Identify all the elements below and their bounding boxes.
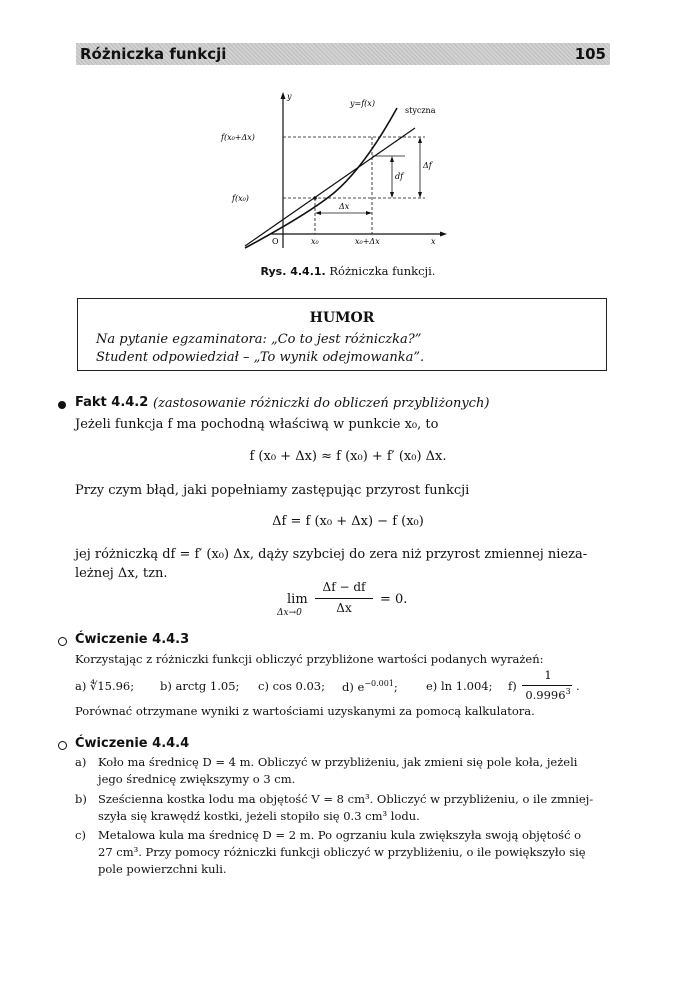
ex4-item-c-line-3: pole powierzchni kuli. xyxy=(98,862,227,876)
ex3-d: d) $e^{-0.001}$; xyxy=(342,679,398,694)
section-title: Różniczka funkcji xyxy=(80,45,227,63)
function-curve xyxy=(245,108,397,248)
label-x: x xyxy=(431,237,436,246)
ex4-item-c-line-1: Metalowa kula ma średnicę D = 2 m. Po ogrzaniu kula zwiększyła swoją objętość o xyxy=(98,828,582,842)
ex3-c: c) cos 0.03; xyxy=(258,679,325,693)
label-curve: y=f(x) xyxy=(350,99,375,108)
ex3-f-numerator: 1 xyxy=(544,668,552,682)
label-fx0: f(x₀) xyxy=(232,194,249,203)
ex4-item-a-line-2: jego średnicę zwiększymy o 3 cm. xyxy=(98,772,296,786)
fakt-formula-1: f (x₀ + Δx) ≈ f (x₀) + f′ (x₀) Δx. xyxy=(249,449,447,464)
lim-denominator: Δx xyxy=(336,601,352,615)
ex4-item-b-mark: b) xyxy=(75,792,87,806)
caption-text: Różniczka funkcji. xyxy=(329,264,436,278)
fakt-line-1: Jeżeli funkcja f ma pochodną właściwą w punkcie x₀, to xyxy=(75,417,439,432)
humor-box xyxy=(77,298,607,371)
ex3-f: f) xyxy=(508,679,517,693)
tangent-line xyxy=(245,128,415,246)
label-y: y xyxy=(287,92,292,101)
ex4-label: Ćwiczenie 4.4.4 xyxy=(75,736,190,751)
ex3-f-fraction-bar xyxy=(522,685,572,686)
ex3-f-denominator: 0.9996$^3$ xyxy=(525,687,571,702)
label-origin: O xyxy=(272,237,279,246)
humor-title: HUMOR xyxy=(309,310,375,326)
ex3-f-end: . xyxy=(576,679,580,693)
exercise-circle-icon xyxy=(58,741,67,750)
bullet-icon xyxy=(58,401,66,409)
label-Df: Δf xyxy=(423,161,432,170)
humor-line-1: Na pytanie egzaminatora: „Co to jest różniczka?” xyxy=(96,332,422,347)
ex3-outro: Porównać otrzymane wyniki z wartościami uzyskanymi za pomocą kalkulatora. xyxy=(75,704,535,718)
ex3-b: b) arctg 1.05; xyxy=(160,679,240,693)
ex3-label: Ćwiczenie 4.4.3 xyxy=(75,632,190,647)
fakt-line-3: jej różniczką df = f′ (x₀) Δx, dąży szybciej do zera niż przyrost zmiennej nieza- xyxy=(75,547,588,562)
y-axis-arrow xyxy=(281,92,286,99)
lim-numerator: Δf − df xyxy=(322,580,366,594)
humor-line-2: Student odpowiedział – „To wynik odejmowanka”. xyxy=(96,350,425,365)
lim-fraction-bar xyxy=(315,598,373,599)
lim-word: lim xyxy=(287,592,308,607)
caption-number: Rys. 4.4.1. xyxy=(260,265,326,278)
figure-caption xyxy=(0,264,696,278)
page-number: 105 xyxy=(574,45,606,63)
fakt-line-2: Przy czym błąd, jaki popełniamy zastępując przyrost funkcji xyxy=(75,483,470,498)
label-x0: x₀ xyxy=(311,237,319,246)
label-tangent: styczna xyxy=(405,106,436,115)
label-x0dx: x₀+Δx xyxy=(355,237,380,246)
ex4-item-b-line-1: Sześcienna kostka lodu ma objętość V = 8 cm³. Obliczyć w przybliżeniu, o ile zmniej- xyxy=(98,792,594,806)
ex4-item-b-line-2: szyła się krawędź kostki, jeżeli stopiło się 0.3 cm³ lodu. xyxy=(98,809,420,823)
differential-figure xyxy=(215,88,475,258)
label-dx: Δx xyxy=(339,202,350,211)
label-fx0dx: f(x₀+Δx) xyxy=(221,133,255,142)
page-header xyxy=(76,43,610,65)
fakt-formula-2: Δf = f (x₀ + Δx) − f (x₀) xyxy=(272,514,424,529)
fakt-subtitle: (zastosowanie różniczki do obliczeń przybliżonych) xyxy=(153,396,490,411)
ex3-intro: Korzystając z różniczki funkcji obliczyć przybliżone wartości podanych wyrażeń: xyxy=(75,652,544,666)
ex4-item-c-line-2: 27 cm³. Przy pomocy różniczki funkcji obliczyć w przybliżeniu, o ile powiększyło się xyxy=(98,845,586,859)
ex3-e: e) ln 1.004; xyxy=(426,679,493,693)
fakt-label: Fakt 4.4.2 xyxy=(75,395,149,410)
ex4-item-c-mark: c) xyxy=(75,828,86,842)
lim-equals: = 0. xyxy=(380,592,408,607)
exercise-circle-icon xyxy=(58,637,67,646)
x-axis-arrow xyxy=(440,232,447,237)
ex4-item-a-line-1: Koło ma średnicę D = 4 m. Obliczyć w przybliżeniu, jak zmieni się pole koła, jeżeli xyxy=(98,755,578,769)
lim-subscript: Δx→0 xyxy=(277,608,302,618)
ex4-item-a-mark: a) xyxy=(75,755,87,769)
label-df: df xyxy=(395,172,404,181)
ex3-a: a) ∜15.96; xyxy=(75,679,135,693)
fakt-line-4: leżnej Δx, tzn. xyxy=(75,566,168,581)
